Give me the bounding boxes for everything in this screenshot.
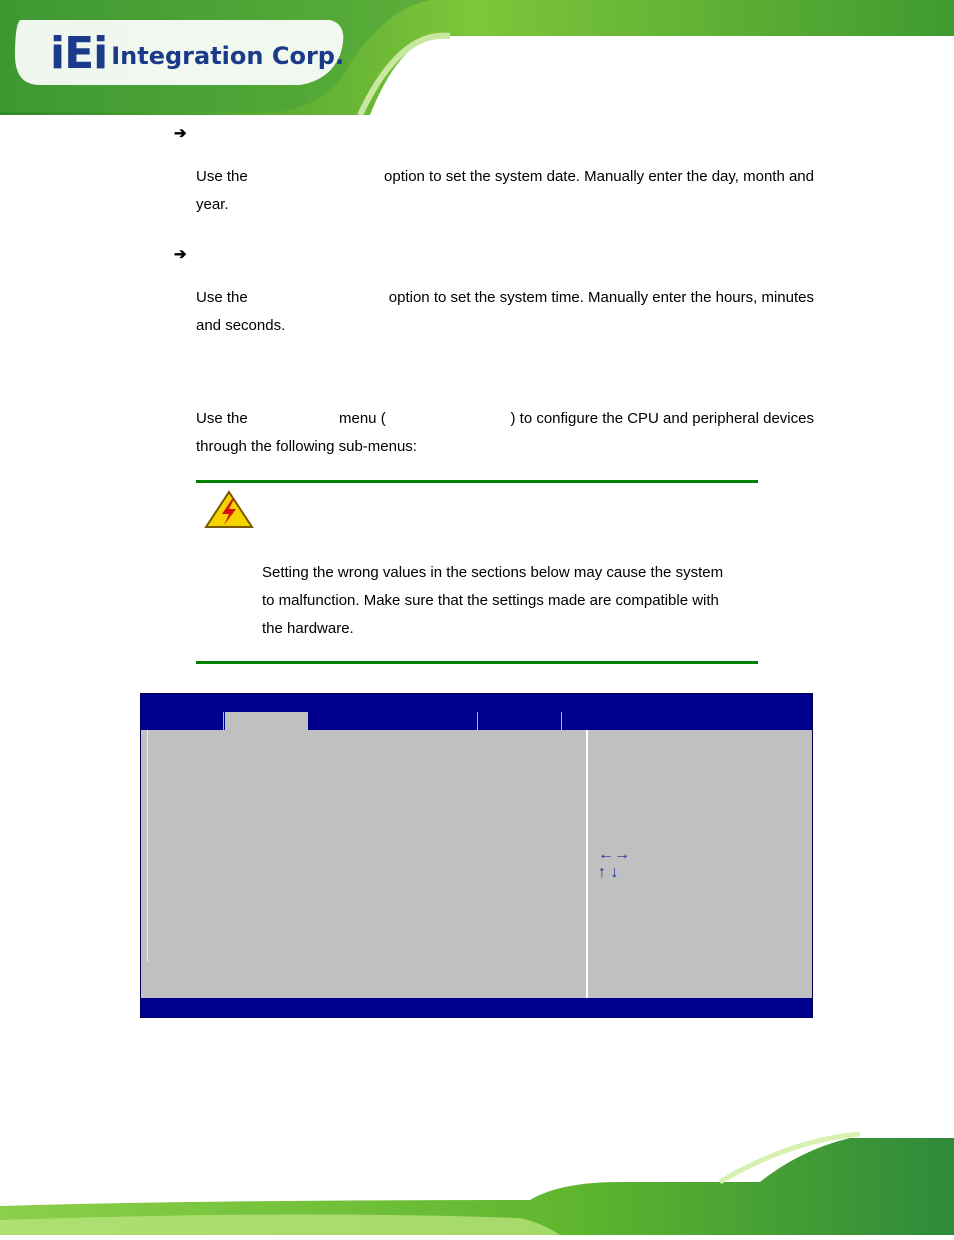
up-down-arrows-icon: ↑ ↓ [598,864,619,881]
bios-tab-active[interactable] [225,712,308,730]
bios-tab-5[interactable] [562,712,812,730]
advanced-line-2: through the following sub-menus: [196,438,417,455]
warning-bottom-rule [196,661,758,664]
date-line-1-left: Use the [196,168,248,185]
bios-options-panel[interactable] [141,730,588,999]
advanced-paragraph [196,405,814,461]
logo-mark: iEi [50,28,108,79]
warning-line-3: the hardware. [262,620,354,637]
time-line-1-right: option to set the system time. Manually enter the hours, minutes [388,289,814,306]
logo-wordmark: Integration Corp. [111,42,345,70]
footer-background [0,1130,954,1235]
bios-footer-bar [141,998,812,1017]
date-line-1-right: option to set the system date. Manually enter the day, month and [384,168,814,185]
time-paragraph [196,284,814,340]
bios-help-panel [590,730,812,999]
footer-banner [0,1130,954,1235]
warning-triangle-icon [204,490,254,530]
header-banner [0,0,954,115]
warning-line-1: Setting the wrong values in the sections below may cause the system [262,564,724,581]
bios-tab-4[interactable] [478,712,562,730]
warning-line-2: to malfunction. Make sure that the settings made are compatible with [262,592,719,609]
bios-tab-3[interactable] [308,712,478,730]
warning-text [262,559,752,643]
time-bullet-arrow-icon: ➔ [174,246,187,263]
left-right-arrows-icon: ←→ [598,846,630,863]
advanced-line-1 [196,405,814,433]
warning-top-rule [196,480,758,483]
date-paragraph [196,163,814,219]
date-line-1 [196,163,814,191]
time-line-2: and seconds. [196,317,286,334]
advanced-word-3: ) to configure the CPU and peripheral devices [510,410,814,427]
bios-menu-bar [141,712,812,730]
advanced-word-1: Use the [196,410,248,427]
date-line-2: year. [196,196,229,213]
bios-screen [140,693,813,1018]
advanced-word-2: menu ( [339,410,386,427]
company-logo [50,28,344,79]
time-line-1 [196,284,814,312]
date-bullet-arrow-icon: ➔ [174,125,187,142]
time-line-1-left: Use the [196,289,248,306]
bios-tab-1[interactable] [141,712,224,730]
bios-title-bar [141,694,812,712]
